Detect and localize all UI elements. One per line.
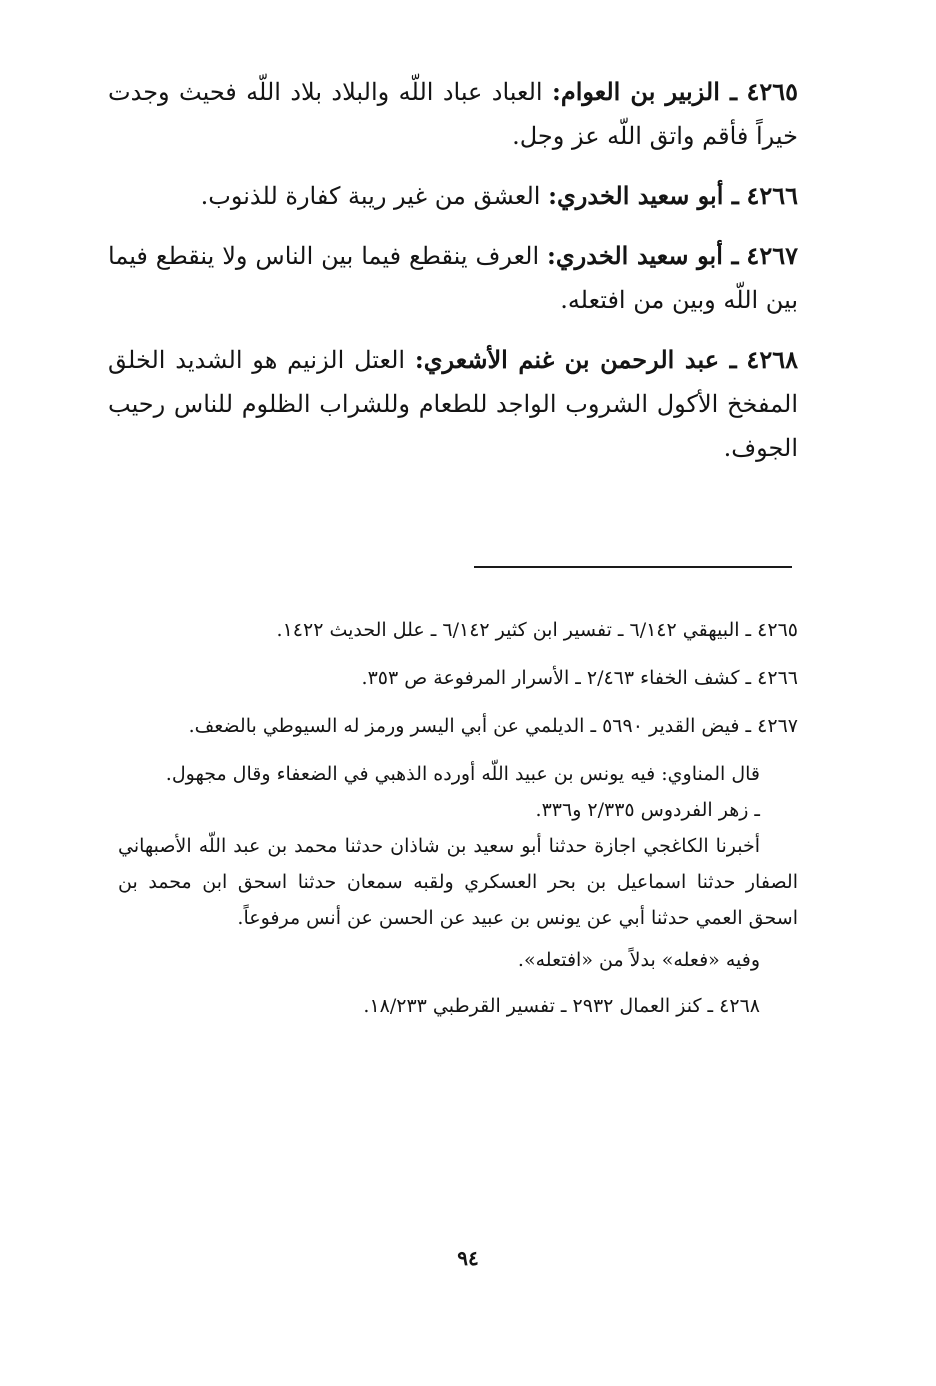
footnote-4268: ٤٢٦٨ ـ كنز العمال ٢٩٣٢ ـ تفسير القرطبي ١٨/٢٣٣. (363, 995, 760, 1017)
entry-narrator: الزبير بن العوام: (551, 77, 720, 106)
entry-dash: ـ (723, 181, 739, 210)
page-number: ٩٤ (457, 1246, 479, 1270)
entry-text: العتل الزنيم هو الشديد الخلق المفخخ الأكول الشروب الواجد للطعام وللشراب الظلوم للناس رحيب الجوف. (108, 346, 798, 462)
main-text (108, 70, 798, 486)
footnote-isnad-start: أخبرنا الكاغجي اجازة حدثنا أبو سعيد بن شاذان حدثنا محمد بن عبد اللّه (198, 835, 760, 857)
footnote-zahr: ـ زهر الفردوس ٢/٣٣٥ و٣٣٦. (535, 799, 760, 821)
footnote-isnad (118, 828, 798, 936)
entry-4266 (108, 174, 798, 218)
footnote-4266: ٤٢٦٦ ـ كشف الخفاء ٢/٤٦٣ ـ الأسرار المرفوعة ص ٣٥٣. (361, 667, 798, 689)
entry-narrator: أبو سعيد الخدري: (548, 181, 724, 210)
footnote-4265: ٤٢٦٥ ـ البيهقي ٦/١٤٢ ـ تفسير ابن كثير ٦/١٤٢ ـ علل الحديث ١٤٢٢. (276, 619, 798, 641)
entry-number: ٤٢٦٧ (746, 241, 798, 270)
entry-dash: ـ (719, 77, 738, 106)
entry-4265 (108, 70, 798, 158)
entry-text: العرف ينقطع فيما بين الناس ولا ينقطع فيما بين اللّه وبين من افتعله. (108, 242, 798, 314)
footnote-manawi: قال المناوي: فيه يونس بن عبيد اللّه أورده الذهبي في الضعفاء وقال مجهول. (165, 763, 760, 785)
footnotes (118, 612, 798, 1024)
entry-dash: ـ (722, 241, 739, 270)
entry-4268 (108, 338, 798, 470)
entry-4267 (108, 234, 798, 322)
footnote-4267: ٤٢٦٧ ـ فيض القدير ٥٦٩٠ ـ الديلمي عن أبي اليسر ورمز له السيوطي بالضعف. (188, 715, 798, 737)
entry-text: العشق من غير ريبة كفارة للذنوب. (200, 182, 541, 210)
entry-number: ٤٢٦٥ (746, 77, 798, 106)
footnote-variant: وفيه «فعله» بدلاً من «افتعله». (517, 949, 760, 971)
footnote-divider (474, 566, 792, 568)
entry-narrator: عبد الرحمن بن غنم الأشعري: (414, 345, 720, 374)
entry-number: ٤٢٦٨ (746, 345, 798, 374)
footnote-isnad-rest: الأصبهاني الصفار حدثنا اسماعيل بن بحر العسكري ولقبه سمعان حدثنا اسحق ابن محمد بن اسحق العمي حدثنا أبي عن يونس بن عبيد عن الحسن عن أنس مرفوعاً. (118, 835, 798, 929)
entry-dash: ـ (719, 345, 737, 374)
entry-text: العباد عباد اللّه والبلاد بلاد اللّه فحيث وجدت خيراً فأقم واتق اللّه عز وجل. (108, 78, 798, 150)
entry-number: ٤٢٦٦ (746, 181, 798, 210)
entry-narrator: أبو سعيد الخدري: (547, 241, 723, 270)
